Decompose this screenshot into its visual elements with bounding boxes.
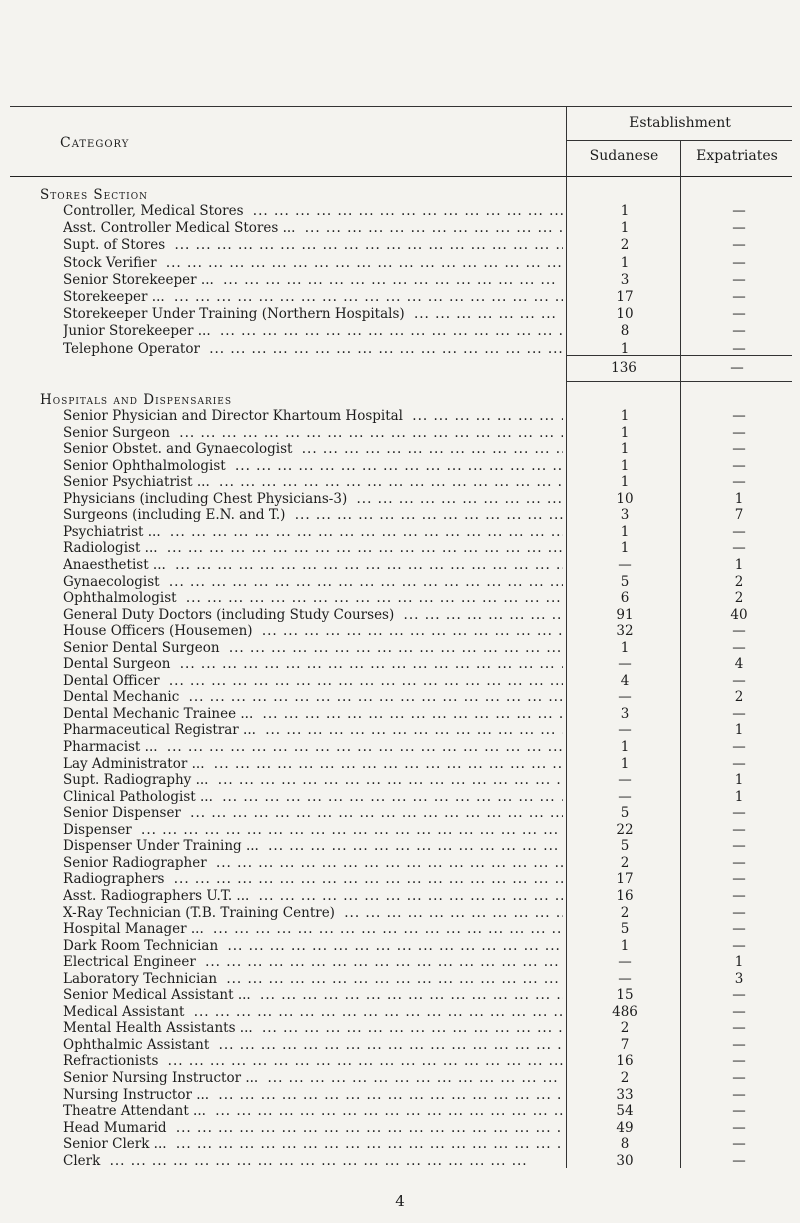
row-label-cell	[63, 557, 563, 573]
row-label-cell	[63, 607, 563, 623]
table-row	[63, 1004, 793, 1020]
table-row	[63, 954, 793, 970]
row-label: Senior Ophthalmologist	[63, 458, 230, 474]
sudanese-value: 5	[620, 573, 630, 590]
row-label: Storekeeper Under Training (Northern Hospitals)	[63, 306, 409, 322]
sudanese-value: 1	[620, 523, 630, 540]
expatriates-value: —	[732, 220, 746, 237]
sudanese-value: 16	[616, 887, 634, 904]
sudanese-value: 49	[616, 1119, 634, 1136]
expatriates-value: 1	[734, 490, 744, 507]
sudanese-value: 1	[620, 220, 630, 237]
sudanese-value: 2	[620, 237, 630, 254]
row-label: Asst. Radiographers U.T. ...	[63, 888, 253, 904]
sudanese-value: 8	[620, 1136, 630, 1153]
row-label: Psychiatrist ...	[63, 524, 165, 540]
row-label-cell	[63, 706, 563, 722]
sudanese-value: —	[618, 772, 632, 789]
expatriates-value: —	[732, 755, 746, 772]
table-row	[63, 272, 793, 288]
sudanese-value: 3	[620, 271, 630, 288]
row-label: Clerk	[63, 1153, 104, 1169]
row-label-cell	[63, 987, 563, 1003]
expatriates-value: —	[732, 1070, 746, 1086]
row-label-cell	[63, 1037, 563, 1053]
expatriates-value: —	[732, 237, 746, 254]
table-row	[63, 971, 793, 987]
table-row	[63, 739, 793, 755]
expatriates-value: —	[732, 887, 746, 904]
expatriates-value: —	[732, 739, 746, 755]
row-label-cell	[63, 341, 563, 357]
sudanese-value: 22	[616, 821, 634, 838]
row-label: Head Mumarid	[63, 1120, 171, 1136]
stores-section-title: Stores Section	[40, 187, 148, 203]
row-label-cell	[63, 871, 563, 887]
sudanese-value: 16	[616, 1053, 634, 1070]
expatriates-value: —	[732, 523, 746, 540]
row-label: Medical Assistant	[63, 1004, 188, 1020]
sudanese-value: 3	[620, 705, 630, 722]
table-row	[63, 656, 793, 672]
row-label: Pharmaceutical Registrar ...	[63, 722, 260, 738]
row-label-cell	[63, 640, 563, 656]
expatriates-value: —	[732, 1036, 746, 1053]
sudanese-value: 5	[620, 838, 630, 855]
row-label-cell	[63, 408, 563, 424]
row-label: Dental Mechanic	[63, 689, 183, 705]
table-row	[63, 1020, 793, 1036]
sudanese-value: 33	[616, 1086, 634, 1103]
table-row	[63, 220, 793, 236]
sudanese-value: 2	[620, 904, 630, 921]
expatriates-value: 1	[734, 788, 744, 805]
expatriates-value: 1	[734, 954, 744, 971]
stores-subtotal-rule-expatriates	[680, 355, 792, 356]
row-label-cell	[63, 441, 563, 457]
row-label-cell	[63, 673, 563, 689]
sudanese-value: 5	[620, 805, 630, 822]
expatriates-value: —	[732, 623, 746, 640]
row-label-cell	[63, 1103, 563, 1119]
row-label-cell	[63, 855, 563, 871]
row-label-cell	[63, 938, 563, 954]
expatriates-value: —	[732, 340, 746, 357]
sudanese-value: 10	[616, 306, 634, 323]
table-row	[63, 323, 793, 339]
row-label: Gynaecologist	[63, 574, 164, 590]
sudanese-value: 17	[616, 289, 634, 305]
row-label: Dental Surgeon	[63, 656, 174, 672]
row-label-cell	[63, 574, 563, 590]
table-row	[63, 772, 793, 788]
expatriates-value: —	[732, 987, 746, 1004]
expatriates-value: —	[732, 805, 746, 822]
expatriates-value: 4	[734, 656, 744, 673]
row-label-cell	[63, 323, 563, 339]
row-label: Clinical Pathologist ...	[63, 789, 217, 805]
sudanese-value: 2	[620, 1070, 630, 1086]
sudanese-value: —	[618, 970, 632, 987]
row-label-cell	[63, 1070, 563, 1086]
table-row	[63, 905, 793, 921]
sudanese-value: 1	[620, 937, 630, 954]
row-label-cell	[63, 289, 563, 305]
sudanese-value: —	[618, 689, 632, 706]
row-label: Mental Health Assistants ...	[63, 1020, 257, 1036]
sudanese-value: 1	[620, 474, 630, 491]
row-label: Senior Medical Assistant ...	[63, 987, 255, 1003]
row-label-cell	[63, 220, 563, 236]
table-row	[63, 441, 793, 457]
expatriates-value: 2	[734, 590, 744, 607]
stores-total-rule-expatriates	[680, 381, 792, 382]
expatriates-value: —	[732, 1152, 746, 1169]
row-label-cell	[63, 306, 563, 322]
row-label: Ophthalmologist	[63, 590, 181, 606]
table-row	[63, 987, 793, 1003]
row-label-cell	[63, 623, 563, 639]
sudanese-value: 1	[620, 254, 630, 271]
table-row	[63, 507, 793, 523]
expatriates-value: —	[732, 540, 746, 557]
row-label-cell	[63, 425, 563, 441]
row-label-cell	[63, 1136, 563, 1152]
row-label: Pharmacist ...	[63, 739, 162, 755]
expatriates-value: —	[732, 408, 746, 424]
row-label-cell	[63, 772, 563, 788]
sudanese-value: 1	[620, 424, 630, 441]
row-label-cell	[63, 255, 563, 271]
row-label-cell	[63, 272, 563, 288]
expatriates-header: Expatriates	[696, 148, 778, 164]
stores-subtotal-rule-sudanese	[566, 355, 680, 356]
row-label: Senior Storekeeper ...	[63, 272, 218, 288]
table-row	[63, 557, 793, 573]
expatriates-value: —	[732, 1003, 746, 1020]
expatriates-value: —	[732, 457, 746, 474]
expatriates-value: —	[732, 1086, 746, 1103]
row-label: General Duty Doctors (including Study Courses)	[63, 607, 398, 623]
expatriates-value: 2	[734, 573, 744, 590]
row-label: House Officers (Housemen)	[63, 623, 257, 639]
sudanese-value: 32	[616, 623, 634, 640]
row-label-cell	[63, 888, 563, 904]
row-label: Senior Obstet. and Gynaecologist	[63, 441, 296, 457]
sudanese-value: 2	[620, 1020, 630, 1037]
row-label: Senior Psychiatrist ...	[63, 474, 214, 490]
table-row	[63, 1070, 793, 1086]
table-row	[63, 888, 793, 904]
expatriates-value: —	[732, 1119, 746, 1136]
expatriates-value: —	[732, 937, 746, 954]
expatriates-value: 7	[734, 507, 744, 524]
hospitals-section-title: Hospitals and Dispensaries	[40, 392, 233, 408]
sudanese-value: —	[618, 954, 632, 971]
table-row	[63, 1136, 793, 1152]
table-row	[63, 1103, 793, 1119]
row-label-cell	[63, 756, 563, 772]
row-label-cell	[63, 524, 563, 540]
sudanese-value: 2	[620, 854, 630, 871]
stores-total-rule-sudanese	[566, 381, 680, 382]
row-label-cell	[63, 971, 563, 987]
sudanese-value: —	[618, 722, 632, 739]
expatriates-value: —	[732, 1053, 746, 1070]
table-row	[63, 237, 793, 253]
sudanese-value: 486	[612, 1003, 638, 1020]
expatriates-value: 1	[734, 722, 744, 739]
row-label-cell	[63, 656, 563, 672]
table-row	[63, 1053, 793, 1069]
top-rule	[10, 106, 792, 107]
expatriates-value: —	[732, 705, 746, 722]
table-row	[63, 921, 793, 937]
row-label: Senior Surgeon	[63, 425, 174, 441]
table-row	[63, 425, 793, 441]
row-label: Ophthalmic Assistant	[63, 1037, 213, 1053]
table-row	[63, 1037, 793, 1053]
sudanese-value: 1	[620, 408, 630, 424]
sudanese-value: 1	[620, 755, 630, 772]
expatriates-value: —	[732, 1020, 746, 1037]
expatriates-value: —	[732, 323, 746, 340]
expatriates-value: 1	[734, 556, 744, 573]
expatriates-value: —	[732, 921, 746, 938]
sudanese-value: 1	[620, 203, 630, 219]
expatriates-value: —	[732, 904, 746, 921]
table-row	[63, 689, 793, 705]
table-row	[63, 1087, 793, 1103]
expatriates-value: —	[732, 672, 746, 689]
row-label-cell	[63, 1053, 563, 1069]
sudanese-value: 1	[620, 739, 630, 755]
table-row	[63, 1153, 793, 1169]
table-row	[63, 203, 793, 219]
row-label: Physicians (including Chest Physicians-3)	[63, 491, 351, 507]
row-label: Storekeeper ...	[63, 289, 169, 305]
sudanese-value: —	[618, 656, 632, 673]
expatriates-value: —	[732, 639, 746, 656]
table-row	[63, 623, 793, 639]
row-label: Dispenser	[63, 822, 136, 838]
expatriates-value: 3	[734, 970, 744, 987]
expatriates-value: —	[732, 821, 746, 838]
row-label: Theatre Attendant ...	[63, 1103, 210, 1119]
row-label-cell	[63, 739, 563, 755]
sudanese-value: —	[618, 556, 632, 573]
sudanese-value: 1	[620, 639, 630, 656]
row-label: Lay Administrator ...	[63, 756, 208, 772]
expatriates-value: 2	[734, 689, 744, 706]
sudanese-value: 6	[620, 590, 630, 607]
row-label: Dark Room Technician	[63, 938, 222, 954]
row-label-cell	[63, 1020, 563, 1036]
row-label-cell	[63, 805, 563, 821]
row-label: Senior Physician and Director Khartoum Hospital	[63, 408, 407, 424]
table-row	[63, 607, 793, 623]
row-label-cell	[63, 838, 563, 854]
expatriates-value: —	[732, 474, 746, 491]
sudanese-value: 1	[620, 340, 630, 357]
expatriates-value: —	[732, 854, 746, 871]
table-row	[63, 938, 793, 954]
expatriates-value: —	[732, 203, 746, 219]
row-label-cell	[63, 921, 563, 937]
table-row	[63, 706, 793, 722]
sudanese-value: 91	[616, 606, 634, 623]
table-row	[63, 673, 793, 689]
expatriates-value: —	[732, 254, 746, 271]
table-row	[63, 789, 793, 805]
row-label: Telephone Operator	[63, 341, 204, 357]
expatriates-value: —	[732, 271, 746, 288]
sudanese-value: 5	[620, 921, 630, 938]
expatriates-value: 40	[730, 606, 748, 623]
sudanese-value: 7	[620, 1036, 630, 1053]
table-row	[63, 408, 793, 424]
row-label: Asst. Controller Medical Stores ...	[63, 220, 299, 236]
row-label: Junior Storekeeper ...	[63, 323, 215, 339]
row-label: Anaesthetist ...	[63, 557, 170, 573]
table-row	[63, 1120, 793, 1136]
establishment-rule	[566, 140, 792, 141]
row-label-cell	[63, 822, 563, 838]
row-label: Dispenser Under Training ...	[63, 838, 263, 854]
row-label: Stock Verifier	[63, 255, 161, 271]
table-row	[63, 805, 793, 821]
row-label-cell	[63, 1153, 563, 1169]
row-label: Surgeons (including E.N. and T.)	[63, 507, 289, 523]
sudanese-value: 1	[620, 441, 630, 458]
row-label: Senior Clerk ...	[63, 1136, 171, 1152]
row-label-cell	[63, 722, 563, 738]
row-label: X-Ray Technician (T.B. Training Centre)	[63, 905, 339, 921]
expatriates-value: —	[732, 871, 746, 888]
table-row	[63, 540, 793, 556]
expatriates-value: —	[732, 424, 746, 441]
expatriates-value: —	[732, 1103, 746, 1120]
table-row	[63, 255, 793, 271]
row-label-cell	[63, 507, 563, 523]
sudanese-value: 15	[616, 987, 634, 1004]
sudanese-value: 4	[620, 672, 630, 689]
table-row	[63, 838, 793, 854]
table-row	[63, 306, 793, 322]
row-label-cell	[63, 474, 563, 490]
row-label-cell	[63, 905, 563, 921]
page-number: 4	[395, 1192, 405, 1210]
row-label: Radiographers	[63, 871, 168, 887]
row-label: Supt. Radiography ...	[63, 772, 212, 788]
sudanese-value: —	[618, 788, 632, 805]
table-row	[63, 524, 793, 540]
table-row	[63, 574, 793, 590]
row-label: Electrical Engineer	[63, 954, 200, 970]
table-row	[63, 491, 793, 507]
row-label-cell	[63, 458, 563, 474]
row-label-cell	[63, 1004, 563, 1020]
table-row	[63, 590, 793, 606]
row-label-cell	[63, 954, 563, 970]
row-label: Senior Nursing Instructor ...	[63, 1070, 262, 1086]
row-label-cell	[63, 203, 563, 219]
row-label-cell	[63, 1087, 563, 1103]
sudanese-value: 30	[616, 1152, 634, 1169]
table-row	[63, 458, 793, 474]
table-row	[63, 871, 793, 887]
sudanese-value: 54	[616, 1103, 634, 1120]
row-label: Dental Officer	[63, 673, 164, 689]
table-row	[63, 289, 793, 305]
row-label: Hospital Manager ...	[63, 921, 208, 937]
row-label: Senior Dental Surgeon	[63, 640, 224, 656]
sudanese-value: 1	[620, 457, 630, 474]
sudanese-value: 10	[616, 490, 634, 507]
row-label-cell	[63, 789, 563, 805]
header-rule	[10, 176, 792, 177]
table-row	[63, 756, 793, 772]
stores-total-sudanese: 136	[611, 360, 637, 376]
sudanese-value: 1	[620, 540, 630, 557]
row-label-cell	[63, 1120, 563, 1136]
sudanese-value: 3	[620, 507, 630, 524]
sudanese-value: 8	[620, 323, 630, 340]
row-label: Controller, Medical Stores	[63, 203, 248, 219]
expatriates-value: —	[732, 306, 746, 323]
expatriates-value: —	[732, 838, 746, 855]
sudanese-header: Sudanese	[589, 148, 659, 164]
sudanese-value: 17	[616, 871, 634, 888]
row-label-cell	[63, 491, 563, 507]
stores-total-expatriates: —	[730, 360, 744, 376]
row-label: Supt. of Stores	[63, 237, 169, 253]
row-label-cell	[63, 590, 563, 606]
row-label: Senior Dispenser	[63, 805, 185, 821]
row-label: Dental Mechanic Trainee ...	[63, 706, 257, 722]
row-label-cell	[63, 237, 563, 253]
table-row	[63, 722, 793, 738]
table-row	[63, 474, 793, 490]
table-row	[63, 640, 793, 656]
expatriates-value: —	[732, 441, 746, 458]
expatriates-value: —	[732, 289, 746, 305]
establishment-header: Establishment	[629, 115, 731, 131]
row-label: Radiologist ...	[63, 540, 162, 556]
expatriates-value: 1	[734, 772, 744, 789]
row-label-cell	[63, 689, 563, 705]
row-label: Senior Radiographer	[63, 855, 211, 871]
expatriates-value: —	[732, 1136, 746, 1153]
table-row	[63, 822, 793, 838]
row-label: Nursing Instructor ...	[63, 1087, 213, 1103]
row-label: Refractionists	[63, 1053, 162, 1069]
row-label: Laboratory Technician	[63, 971, 221, 987]
table-row	[63, 855, 793, 871]
category-header: Category	[60, 135, 130, 151]
row-label-cell	[63, 540, 563, 556]
